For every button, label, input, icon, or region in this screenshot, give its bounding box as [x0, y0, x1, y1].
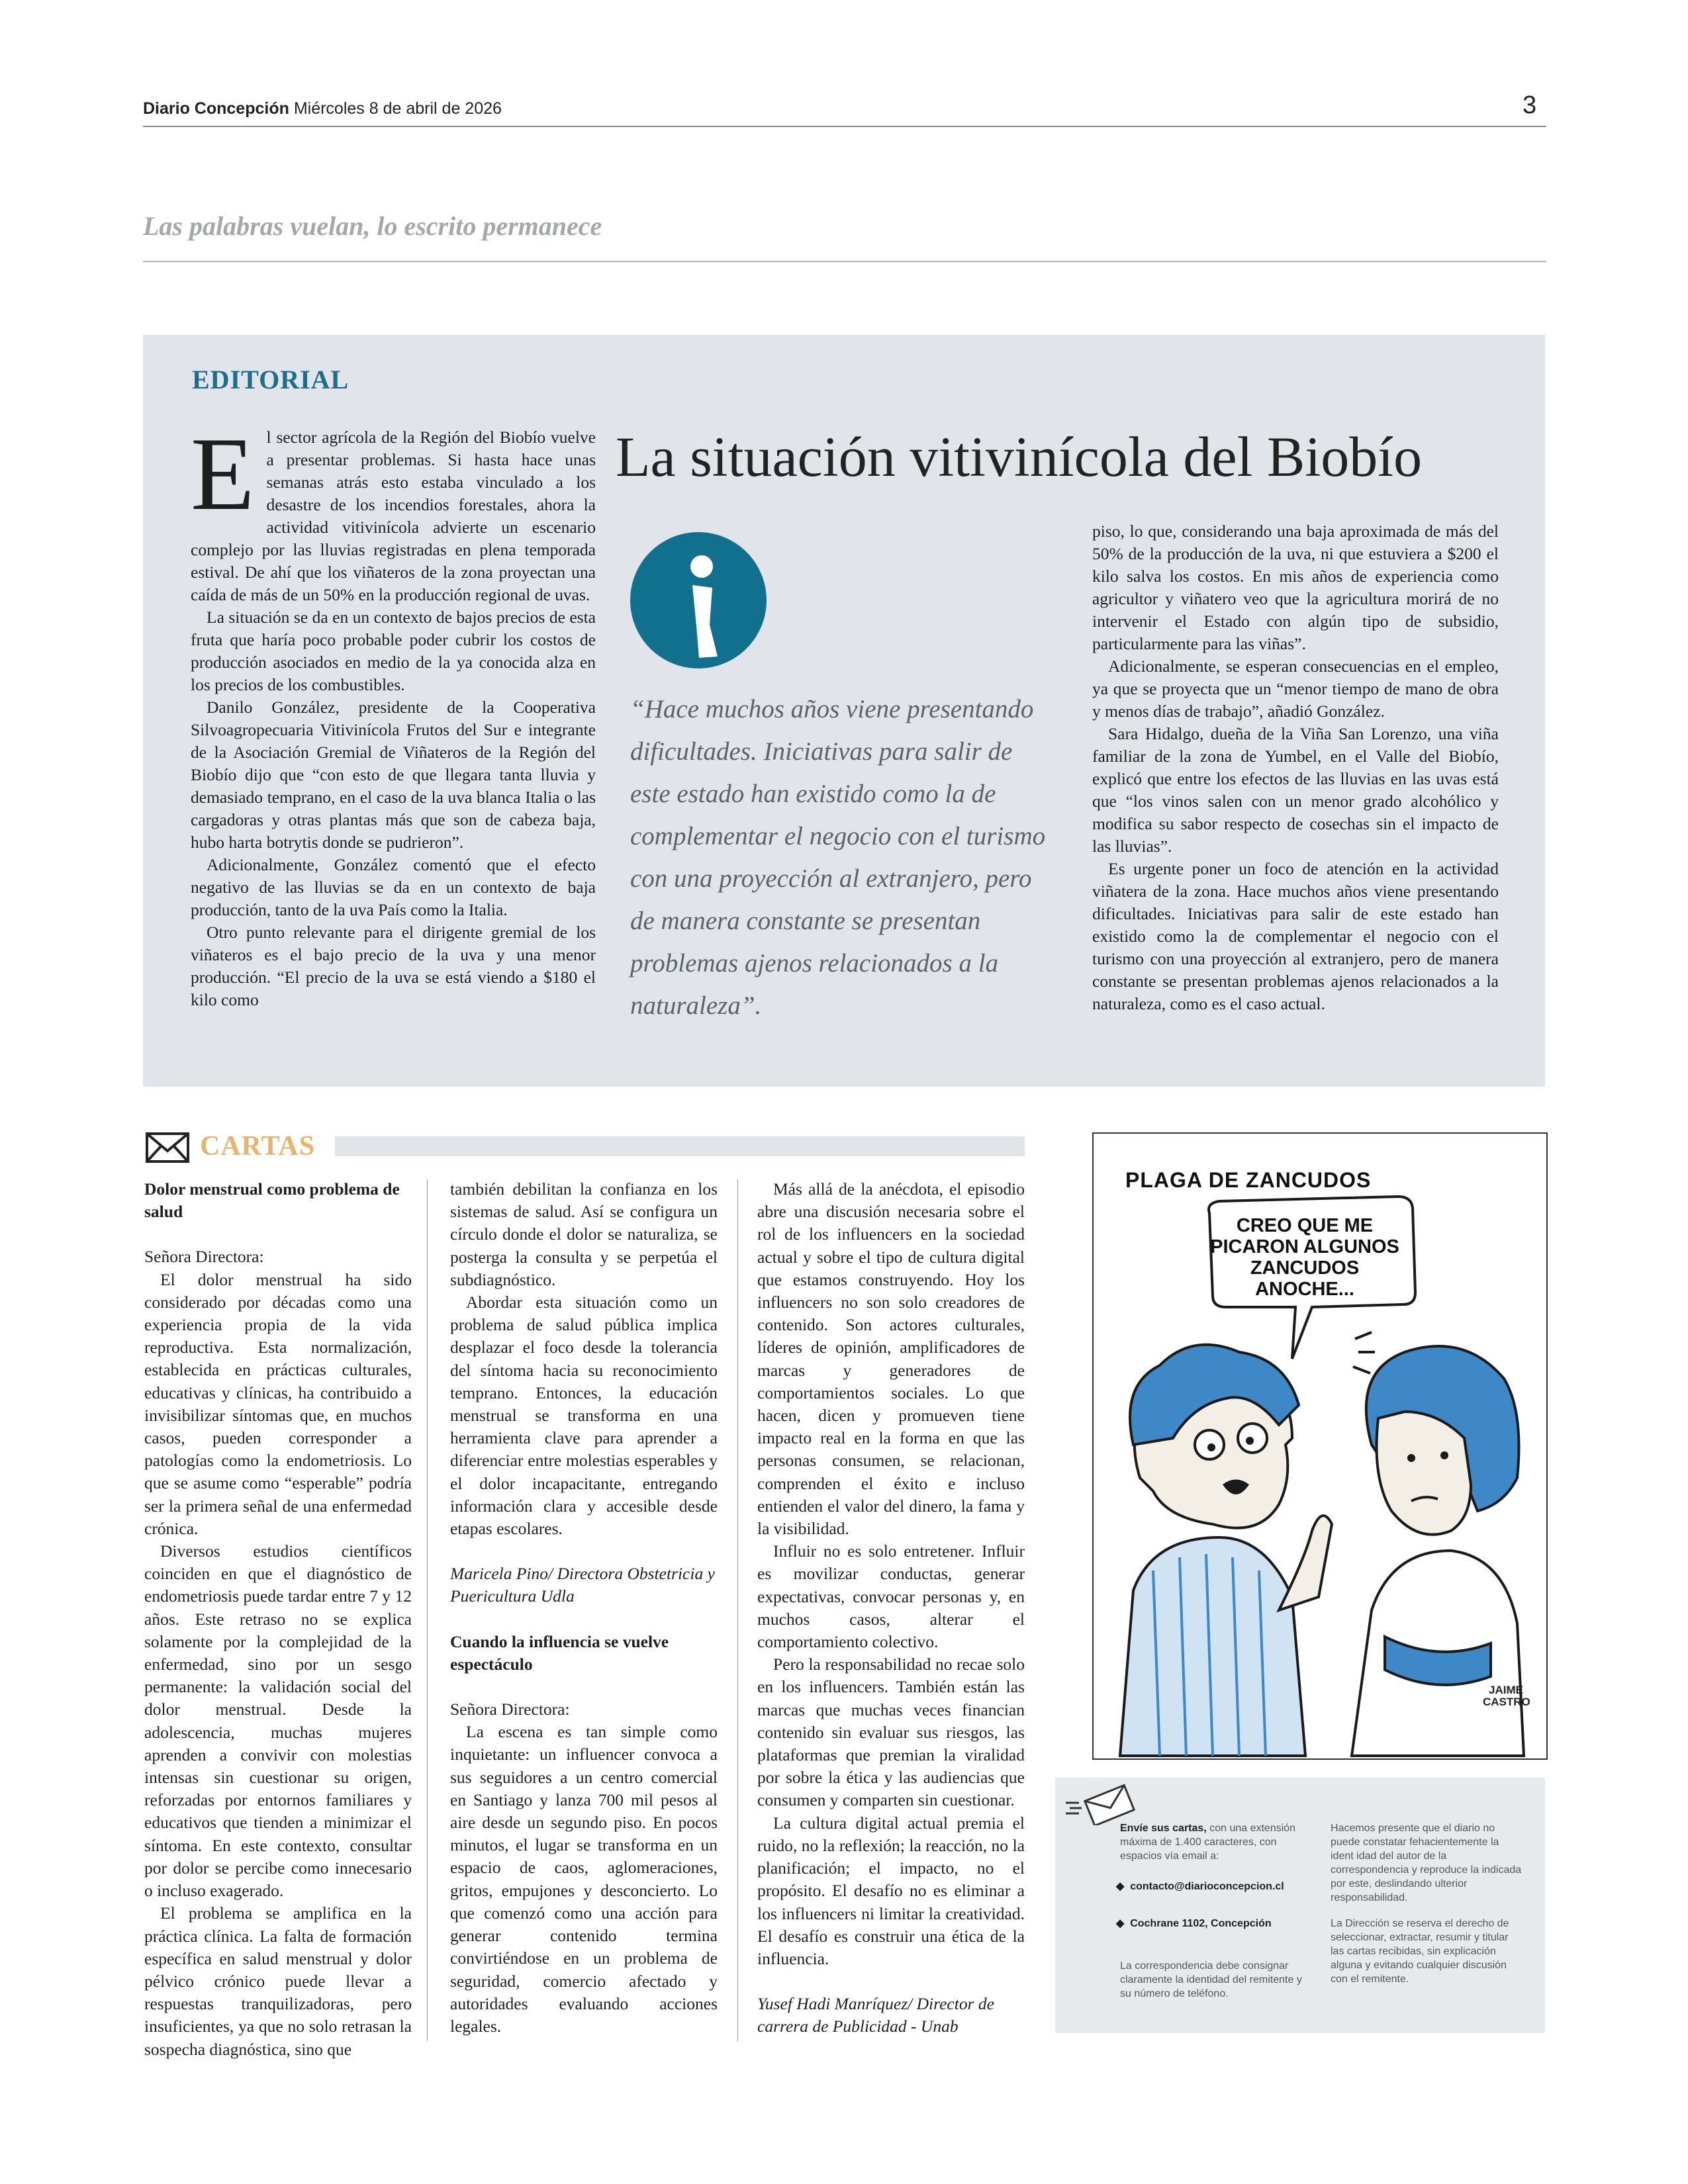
letter-paragraph: Abordar esta situación como un problema de salud pública implica desplazar el foco desde la tolerancia del síntoma hacia su reconocimiento temprano. Entonces, la educación menstrual se transforma en una herramienta clave para aprender a diferenciar entre molestias esperables y el dolor incapacitante, entregando información clara y accesible desde etapas escolares.	[450, 1293, 718, 1539]
letters-column-2	[450, 1178, 718, 2038]
letter-paragraph: El problema se amplifica en la práctica clínica. La falta de formación específica en salud menstrual y dolor pélvico crónico puede llevar a respuestas tranquilizadoras, pero insuficientes, ya que no solo retrasan la sospecha diagnóstica, sino que	[144, 1903, 412, 2059]
editorial-column-3	[1092, 520, 1499, 1015]
contact-intro	[1120, 1821, 1309, 1863]
letter-paragraph: La escena es tan simple como inquietante: un influencer convoca a sus seguidores a un centro comercial en Santiago y lanza 700 mil pesos al aire desde un segundo piso. En pocos minutos, el lugar se transforma en un espacio de caos, aglomeraciones, gritos, empujones y desconcierto. Lo que comenzó como una acción para generar contenido termina convirtiéndose en un problema de seguridad, comercio afectado y autoridades evaluando acciones legales.	[450, 1722, 718, 2036]
contact-note-right-1: Hacemos presente que el diario no puede constatar fehacientemente la ident idad del autor de la correspondencia y reproduce la indicada por este, deslindando ulterior responsabilidad.	[1331, 1823, 1522, 1903]
page-number: 3	[1523, 91, 1537, 119]
info-icon	[630, 532, 767, 668]
page-header-meta	[143, 99, 502, 118]
editorial-paragraph: piso, lo que, considerando una baja aproximada de más del 50% de la producción de la uva, ni que estuviera a $200 el kilo salva los costos. En mis años de experiencia como agricultor y viñatero veo que la agricultura morirá de no intervenir el Estado con algún tipo de subsidio, particularmente para las viñas”.	[1092, 522, 1499, 653]
editorial-title: La situación vitivinícola del Biobío	[616, 425, 1423, 488]
letter-paragraph: Más allá de la anécdota, el episodio abre una discusión necesaria sobre el rol de los influencers en la sociedad actual y sobre el tipo de cultura digital que estamos construyendo. Hoy los influencers no son solo creadores de contenido. Son actores culturales, líderes de opinión, amplificadores de marcas y generadores de comportamientos sociales. Lo que hacen, dicen y promueven tiene impacto real en la forma en que las personas consumen, se relacionan, comprenden el éxito e incluso entienden el valor del dinero, la fama y la visibilidad.	[757, 1179, 1025, 1539]
letter-signature: Maricela Pino/ Directora Obstetricia y Puericultura Udla	[450, 1564, 715, 1606]
issue-date: Miércoles 8 de abril de 2026	[293, 99, 502, 118]
newspaper-name: Diario Concepción	[143, 99, 289, 118]
editorial-paragraph: La situación se da en un contexto de bajos precios de esta fruta que haría poco probable poder cubrir los costos de producción asociados en medio de la ya conocida alza en los precios de los combustibles.	[191, 608, 596, 694]
editorial-paragraph: Sara Hidalgo, dueña de la Viña San Lorenzo, una viña familiar de la zona de Yumbel, en el Valle del Biobío, explicó que entre los efectos de las lluvias en las uvas está que “los vinos salen con un menor grado alcohólico y modifica su sabor respecto de cosechas sin el impacto de las lluvias”.	[1092, 724, 1499, 856]
letter-salutation: Señora Directora:	[450, 1700, 570, 1719]
column-divider	[737, 1179, 738, 2041]
send-label: Envíe sus cartas,	[1120, 1823, 1207, 1834]
column-divider	[427, 1179, 428, 2041]
cartoonist-signature: JAIME CASTRO	[1483, 1684, 1530, 1708]
letter-paragraph: El dolor menstrual ha sido considerado por décadas como una experiencia propia de la vida reproductiva. Esta normalización, establecida en prácticas culturales, educativas y clínicas, ha contribuido a invisibilizar síntomas que, en muchos casos, pueden corresponder a patologías como la endometriosis. Lo que se asume como “esperable” podría ser la primera señal de una enfermedad crónica.	[144, 1269, 412, 1538]
contact-email-row[interactable]: ◆ contacto@diarioconcepcion.cl	[1116, 1881, 1284, 1892]
letter-salutation: Señora Directora:	[144, 1247, 264, 1267]
editorial-label: EDITORIAL	[192, 365, 350, 394]
editorial-pull-quote: “Hace muchos años viene presentando dificultades. Iniciativas para salir de este estado han existido como la de complementar el negocio con el turismo con una proyección al extranjero, pero de manera constante se presentan problemas ajenos relacionados a la naturaleza”.	[630, 695, 1046, 1020]
drop-cap: E	[191, 416, 255, 532]
cartoon-speech: CREO QUE ME PICARON ALGUNOS ZANCUDOS ANOCHE...	[1210, 1215, 1399, 1300]
editorial-paragraph: Adicionalmente, se esperan consecuencias en el empleo, ya que se proyecta que un “menor tiempo de mano de obra y menos días de trabajo”, añadió González.	[1092, 657, 1499, 721]
info-glyph	[630, 532, 767, 668]
header-divider	[143, 126, 1546, 127]
letter-signature: Yusef Hadi Manríquez/ Director de carrera de Publicidad - Unab	[757, 1994, 994, 2036]
editorial-paragraph: Danilo González, presidente de la Cooperativa Silvoagropecuaria Vitivinícola Frutos del Sur e integrante de la Asociación Gremial de Viñateros de la Región del Biobío dijo que “con esto de que llegara tanta lluvia y demasiado temprano, en el caso de la uva blanca Italia o las cargadoras y otras plantas más que son de cabeza baja, hubo harta botrytis donde se pudrieron”.	[191, 698, 596, 852]
editorial-paragraph: Otro punto relevante para el dirigente gremial de los viñateros es el bajo precio de la uva y una menor producción. “El precio de la uva se está viendo a $180 el kilo como	[191, 923, 596, 1009]
letters-column-1	[144, 1178, 412, 2061]
envelope-icon	[146, 1132, 189, 1166]
cartas-header-bar	[335, 1136, 1025, 1156]
editorial-paragraph: Adicionalmente, González comentó que el efecto negativo de las lluvias se da en un contexto de baja producción, tanto de la uva País como la Italia.	[191, 855, 596, 919]
send-text: con una extensión máxima de 1.400 caracteres, con espacios vía email a:	[1120, 1823, 1296, 1862]
letter-headline: Cuando la influencia se vuelve espectáculo	[450, 1631, 669, 1674]
contact-note-right-2: La Dirección se reserva el derecho de seleccionar, extractar, resumir y titular las cartas recibidas, sin explicación alguna y evitando cualquier discusión con el remitente.	[1331, 1918, 1509, 1985]
letter-paragraph: Pero la responsabilidad no recae solo en los influencers. También están las marcas que muchas veces financian contenido sin evaluar sus riesgos, las plataformas que premian la viralidad por sobre la ética y las audiencias que consumen y comparten sin cuestionar.	[757, 1655, 1025, 1810]
contact-note-left: La correspondencia debe consignar claramente la identidad del remitente y su número de teléfono.	[1120, 1960, 1302, 1999]
letter-paragraph: Diversos estudios científicos coinciden en que el diagnóstico de endometriosis puede tardar entre 7 y 12 años. Este retraso no se explica solamente por la complejidad de la enfermedad, sino por un sesgo permanente: la validación social del dolor menstrual. Desde la adolescencia, muchas mujeres aprenden a convivir con molestias intensas sin cuestionar su origen, reforzadas por entornos familiares y educativos que tienden a minimizar el síntoma. En este contexto, consultar por dolor se percibe como innecesario o incluso exagerado.	[144, 1541, 412, 1901]
contact-address: Cochrane 1102, Concepción	[1130, 1918, 1272, 1929]
contact-address-row: ◆ Cochrane 1102, Concepción	[1116, 1918, 1272, 1929]
section-slogan: Las palabras vuelan, lo escrito permanece	[143, 211, 602, 241]
letters-column-3	[757, 1178, 1025, 2038]
letter-paragraph: también debilitan la confianza en los sistemas de salud. Así se configura un círculo donde el dolor se naturaliza, se posterga la consulta y se perpetúa el subdiagnóstico.	[450, 1179, 718, 1289]
cartoon-title: PLAGA DE ZANCUDOS	[1125, 1168, 1372, 1192]
cartas-label: CARTAS	[200, 1131, 316, 1161]
editorial-paragraph: l sector agrícola de la Región del Biobío vuelve a presentar problemas. Si hasta hace unas semanas atrás esto estaba vinculado a los desastre de los incendios forestales, ahora la actividad vitivinícola advierte un escenario complejo por las lluvias registradas en plena temporada estival. De ahí que los viñateros de la zona proyectan una caída de más de un 50% en la producción regional de uvas.	[191, 428, 596, 604]
slogan-divider	[143, 261, 1546, 262]
letter-headline: Dolor menstrual como problema de salud	[144, 1179, 400, 1222]
letter-paragraph: La cultura digital actual premia el ruido, no la reflexión; la reacción, no la planificación; el impacto, no el propósito. El desafío no es eliminar a los influencers ni limitar la creatividad. El desafío es construir una ética de la influencia.	[757, 1813, 1025, 1968]
contact-email[interactable]: contacto@diarioconcepcion.cl	[1130, 1881, 1284, 1892]
letter-paragraph: Influir no es solo entretener. Influir es movilizar conductas, generar expectativas, convocar personas y, en muchos casos, alterar el comportamiento colectivo.	[757, 1541, 1025, 1652]
editorial-column-1	[191, 416, 596, 1011]
editorial-paragraph: Es urgente poner un foco de atención en la actividad viñatera de la zona. Hace muchos años viene presentando dificultades. Iniciativas para salir de este estado han existido como la de complementar el negocio con el turismo con una proyección al extranjero, pero de manera constante se presentan problemas ajenos relacionados a la naturaleza, como es el caso actual.	[1092, 859, 1499, 1013]
